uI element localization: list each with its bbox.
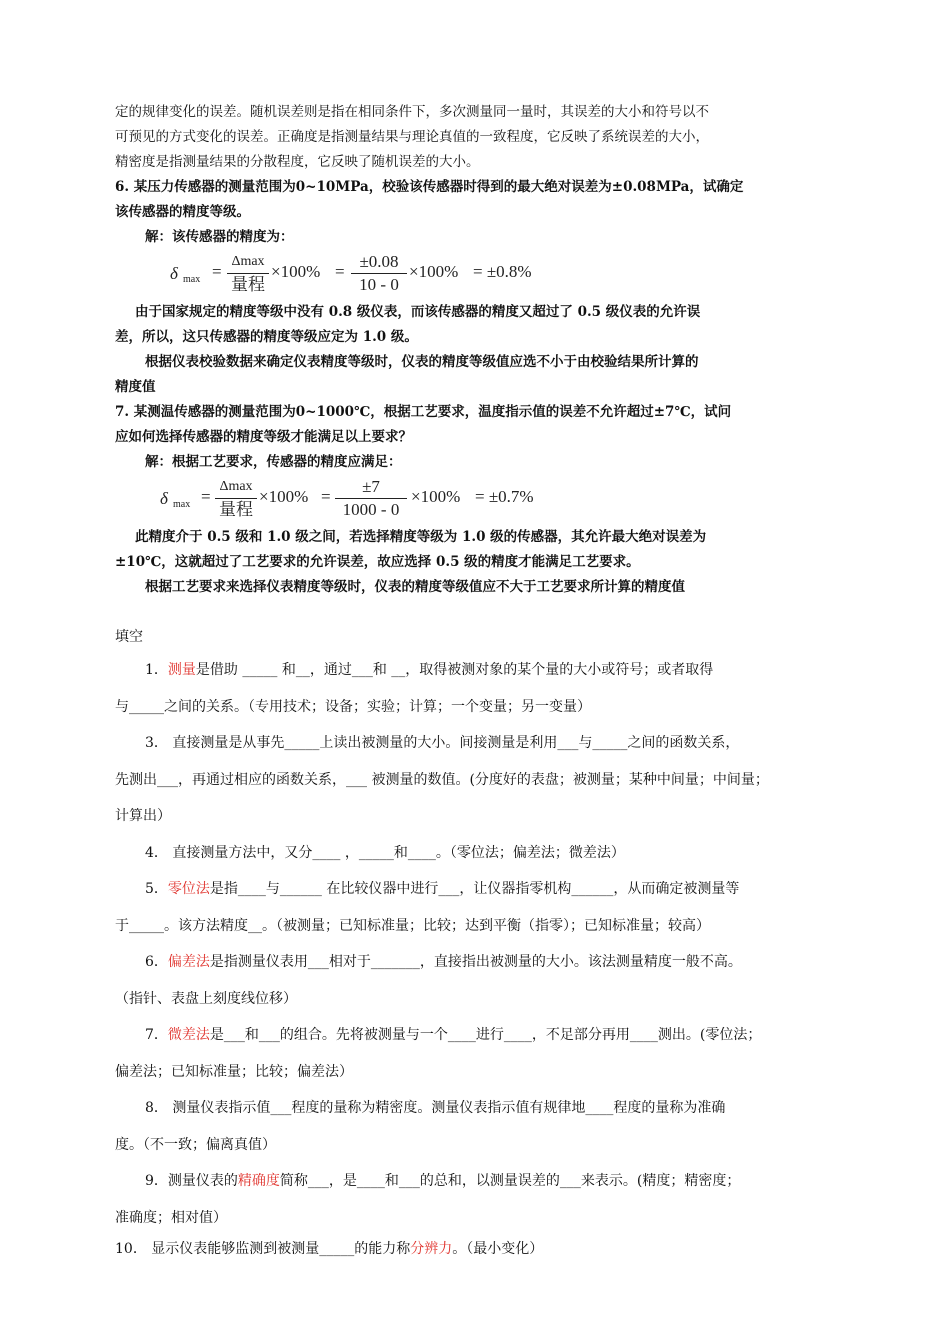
formula-delta-sub: max (183, 274, 201, 285)
fraction-numerator: Δmax (231, 254, 265, 269)
formula-fraction-2 (335, 477, 407, 520)
fill-item-8-line1 (115, 1090, 840, 1127)
formula-eq: = (321, 487, 331, 506)
item-text: 直接测量方法中，又分____ ，_____和____。（零位法；偏差法；微差法） (172, 844, 625, 861)
q7-para2-line1: 根据工艺要求来选择仪表精度等级时，仪表的精度等级值应不大于工艺要求所计算的精度值 (145, 579, 685, 595)
formula-eq: = (335, 262, 345, 281)
section-gap (115, 600, 840, 622)
formula-times: ×100% (411, 487, 461, 506)
item-number: 5． (145, 881, 168, 897)
q6-line1: 6. 某压力传感器的测量范围为0~10MPa，校验该传感器时得到的最大绝对误差为±0.08MPa，试确定 (115, 179, 744, 195)
item-number: 8． (145, 1100, 168, 1116)
item-text: 显示仪表能够监测到被测量_____的能力称 (151, 1241, 411, 1257)
item-text: 是借助 _____ 和__，通过___和 __，取得被测对象的某个量的大小或符号；或者取得 (195, 662, 714, 678)
fill-item-3-line3: 计算出） (115, 808, 171, 824)
fill-item-10-line1 (115, 1236, 840, 1262)
item-text: 是指测量仪表用___相对于_______，直接指出被测量的大小。该法测量精度一般不高。 (209, 954, 742, 970)
top-section (115, 100, 840, 600)
fill-questions (115, 652, 840, 1262)
item-text: 是___和___的组合。先将被测量与一个____进行____，不足部分再用____测出。(零位法； (209, 1027, 762, 1043)
fraction-numerator: ±7 (362, 477, 380, 496)
q6-para2-line2: 精度值 (115, 379, 156, 395)
q6-line2: 该传感器的精度等级。 (115, 204, 250, 220)
key-term: 零位法 (167, 881, 210, 897)
fill-item-7-line2: 偏差法；已知标准量；比较；偏差法） (115, 1063, 353, 1080)
fill-item-3-line2: 先测出___，再通过相应的函数关系，___ 被测量的数值。(分度好的表盘；被测量；某种中间量；中间量； (115, 771, 769, 788)
item-text-pre: 测量仪表的 (167, 1173, 238, 1189)
key-term: 偏差法 (167, 954, 210, 970)
formula-fraction-1 (215, 477, 257, 520)
formula-times: ×100% (271, 262, 321, 281)
fill-item-5-line2: 于_____。该方法精度__。（被测量；已知标准量；比较；达到平衡（指零）；已知标准量；较高） (115, 917, 710, 934)
formula-times: ×100% (259, 487, 309, 506)
fill-item-7-line1 (115, 1017, 840, 1054)
q6-para2-line1: 根据仪表校验数据来确定仪表精度等级时，仪表的精度等级值应选不小于由校验结果所计算的 (145, 354, 699, 370)
key-term: 精确度 (237, 1173, 280, 1189)
fill-item-6-line1 (115, 944, 840, 981)
key-term: 测量 (167, 662, 196, 678)
fraction-bar (335, 498, 407, 499)
q7-formula (115, 477, 840, 523)
q6-para1-line2: 差，所以，这只传感器的精度等级应定为 1.0 级。 (115, 329, 418, 345)
formula-eq: = (201, 487, 211, 506)
formula-eq: = (212, 262, 222, 281)
item-number: 9． (145, 1173, 168, 1189)
q7-line1: 7. 某测温传感器的测量范围为0~1000℃，根据工艺要求，温度指示值的误差不允许超过±7℃，试问 (115, 404, 732, 420)
fill-section-title: 填空 (115, 629, 143, 645)
fill-item-5-line1 (115, 871, 840, 908)
item-number: 6． (145, 954, 168, 970)
fill-item-9-line2: 准确度；相对值） (115, 1209, 227, 1226)
item-number: 4． (145, 844, 168, 861)
key-term: 分辨力 (410, 1241, 453, 1257)
fill-item-8-line2: 度。（不一致；偏离真值） (115, 1136, 276, 1153)
formula-fraction-2 (351, 252, 407, 295)
formula-delta: δ (160, 489, 168, 508)
item-text: 测量仪表指示值___程度的量称为精密度。测量仪表指示值有规律地____程度的量称为准确 (172, 1100, 726, 1116)
fill-item-1-line1 (115, 652, 840, 689)
fill-item-9-line1 (115, 1163, 840, 1200)
intro-line: 可预见的方式变化的误差。正确度是指测量结果与理论真值的一致程度，它反映了系统误差的大小， (115, 129, 709, 145)
item-text: 是指____与______ 在比较仪器中进行___，让仪器指零机构______，从而确定被测量等 (209, 881, 740, 897)
fill-item-1-line2: 与_____之间的关系。（专用技术；设备；实验；计算；一个变量；另一变量） (115, 698, 591, 715)
fraction-bar (227, 273, 269, 274)
q6-formula (115, 252, 840, 298)
document-page (115, 100, 840, 1262)
q7-para1-line2: ±10℃，这就超过了工艺要求的允许误差，故应选择 0.5 级的精度才能满足工艺要求。 (115, 554, 640, 570)
formula-fraction-1 (227, 252, 269, 295)
item-number: 7． (145, 1027, 168, 1043)
item-number: 3． (145, 735, 168, 751)
formula-delta: δ (170, 264, 178, 283)
fraction-numerator: ±0.08 (359, 252, 399, 271)
q7-solution-intro: 解：根据工艺要求，传感器的精度应满足： (145, 454, 402, 470)
fraction-numerator: Δmax (219, 479, 253, 494)
fraction-denominator: 10 - 0 (359, 275, 399, 294)
item-number: 1． (145, 662, 168, 678)
fill-item-3-line1 (115, 725, 840, 762)
fill-item-4-line1 (115, 835, 840, 872)
item-text: 简称___，是____和___的总和，以测量误差的___来表示。(精度；精密度； (279, 1173, 741, 1189)
item-text-post: 。（最小变化） (452, 1241, 544, 1257)
fraction-denominator: 1000 - 0 (342, 500, 400, 519)
item-number: 10． (115, 1241, 147, 1257)
item-text: 直接测量是从事先_____上读出被测量的大小。间接测量是利用___与_____之间的函数关系， (172, 735, 740, 751)
fraction-denominator: 量程 (219, 500, 253, 519)
formula-times: ×100% (409, 262, 459, 281)
key-term: 微差法 (167, 1027, 210, 1043)
fill-item-6-line2: （指针、表盘上刻度线位移） (115, 990, 297, 1007)
fraction-bar (351, 273, 407, 274)
formula-result: = ±0.8% (473, 262, 532, 281)
q7-para1-line1: 此精度介于 0.5 级和 1.0 级之间，若选择精度等级为 1.0 级的传感器，其允许最大绝对误差为 (135, 529, 707, 545)
formula-delta-sub: max (173, 499, 191, 510)
fraction-denominator: 量程 (231, 275, 265, 294)
intro-line: 定的规律变化的误差。随机误差则是指在相同条件下，多次测量同一量时，其误差的大小和符号以不 (115, 104, 709, 120)
formula-result: = ±0.7% (475, 487, 534, 506)
q6-para1-line1: 由于国家规定的精度等级中没有 0.8 级仪表，而该传感器的精度又超过了 0.5 级仪表的允许误 (135, 304, 701, 320)
q7-line2: 应如何选择传感器的精度等级才能满足以上要求？ (115, 429, 412, 445)
intro-line: 精密度是指测量结果的分散程度，它反映了随机误差的大小。 (115, 154, 480, 170)
fraction-bar (215, 498, 257, 499)
q6-solution-intro: 解：该传感器的精度为： (145, 229, 294, 245)
